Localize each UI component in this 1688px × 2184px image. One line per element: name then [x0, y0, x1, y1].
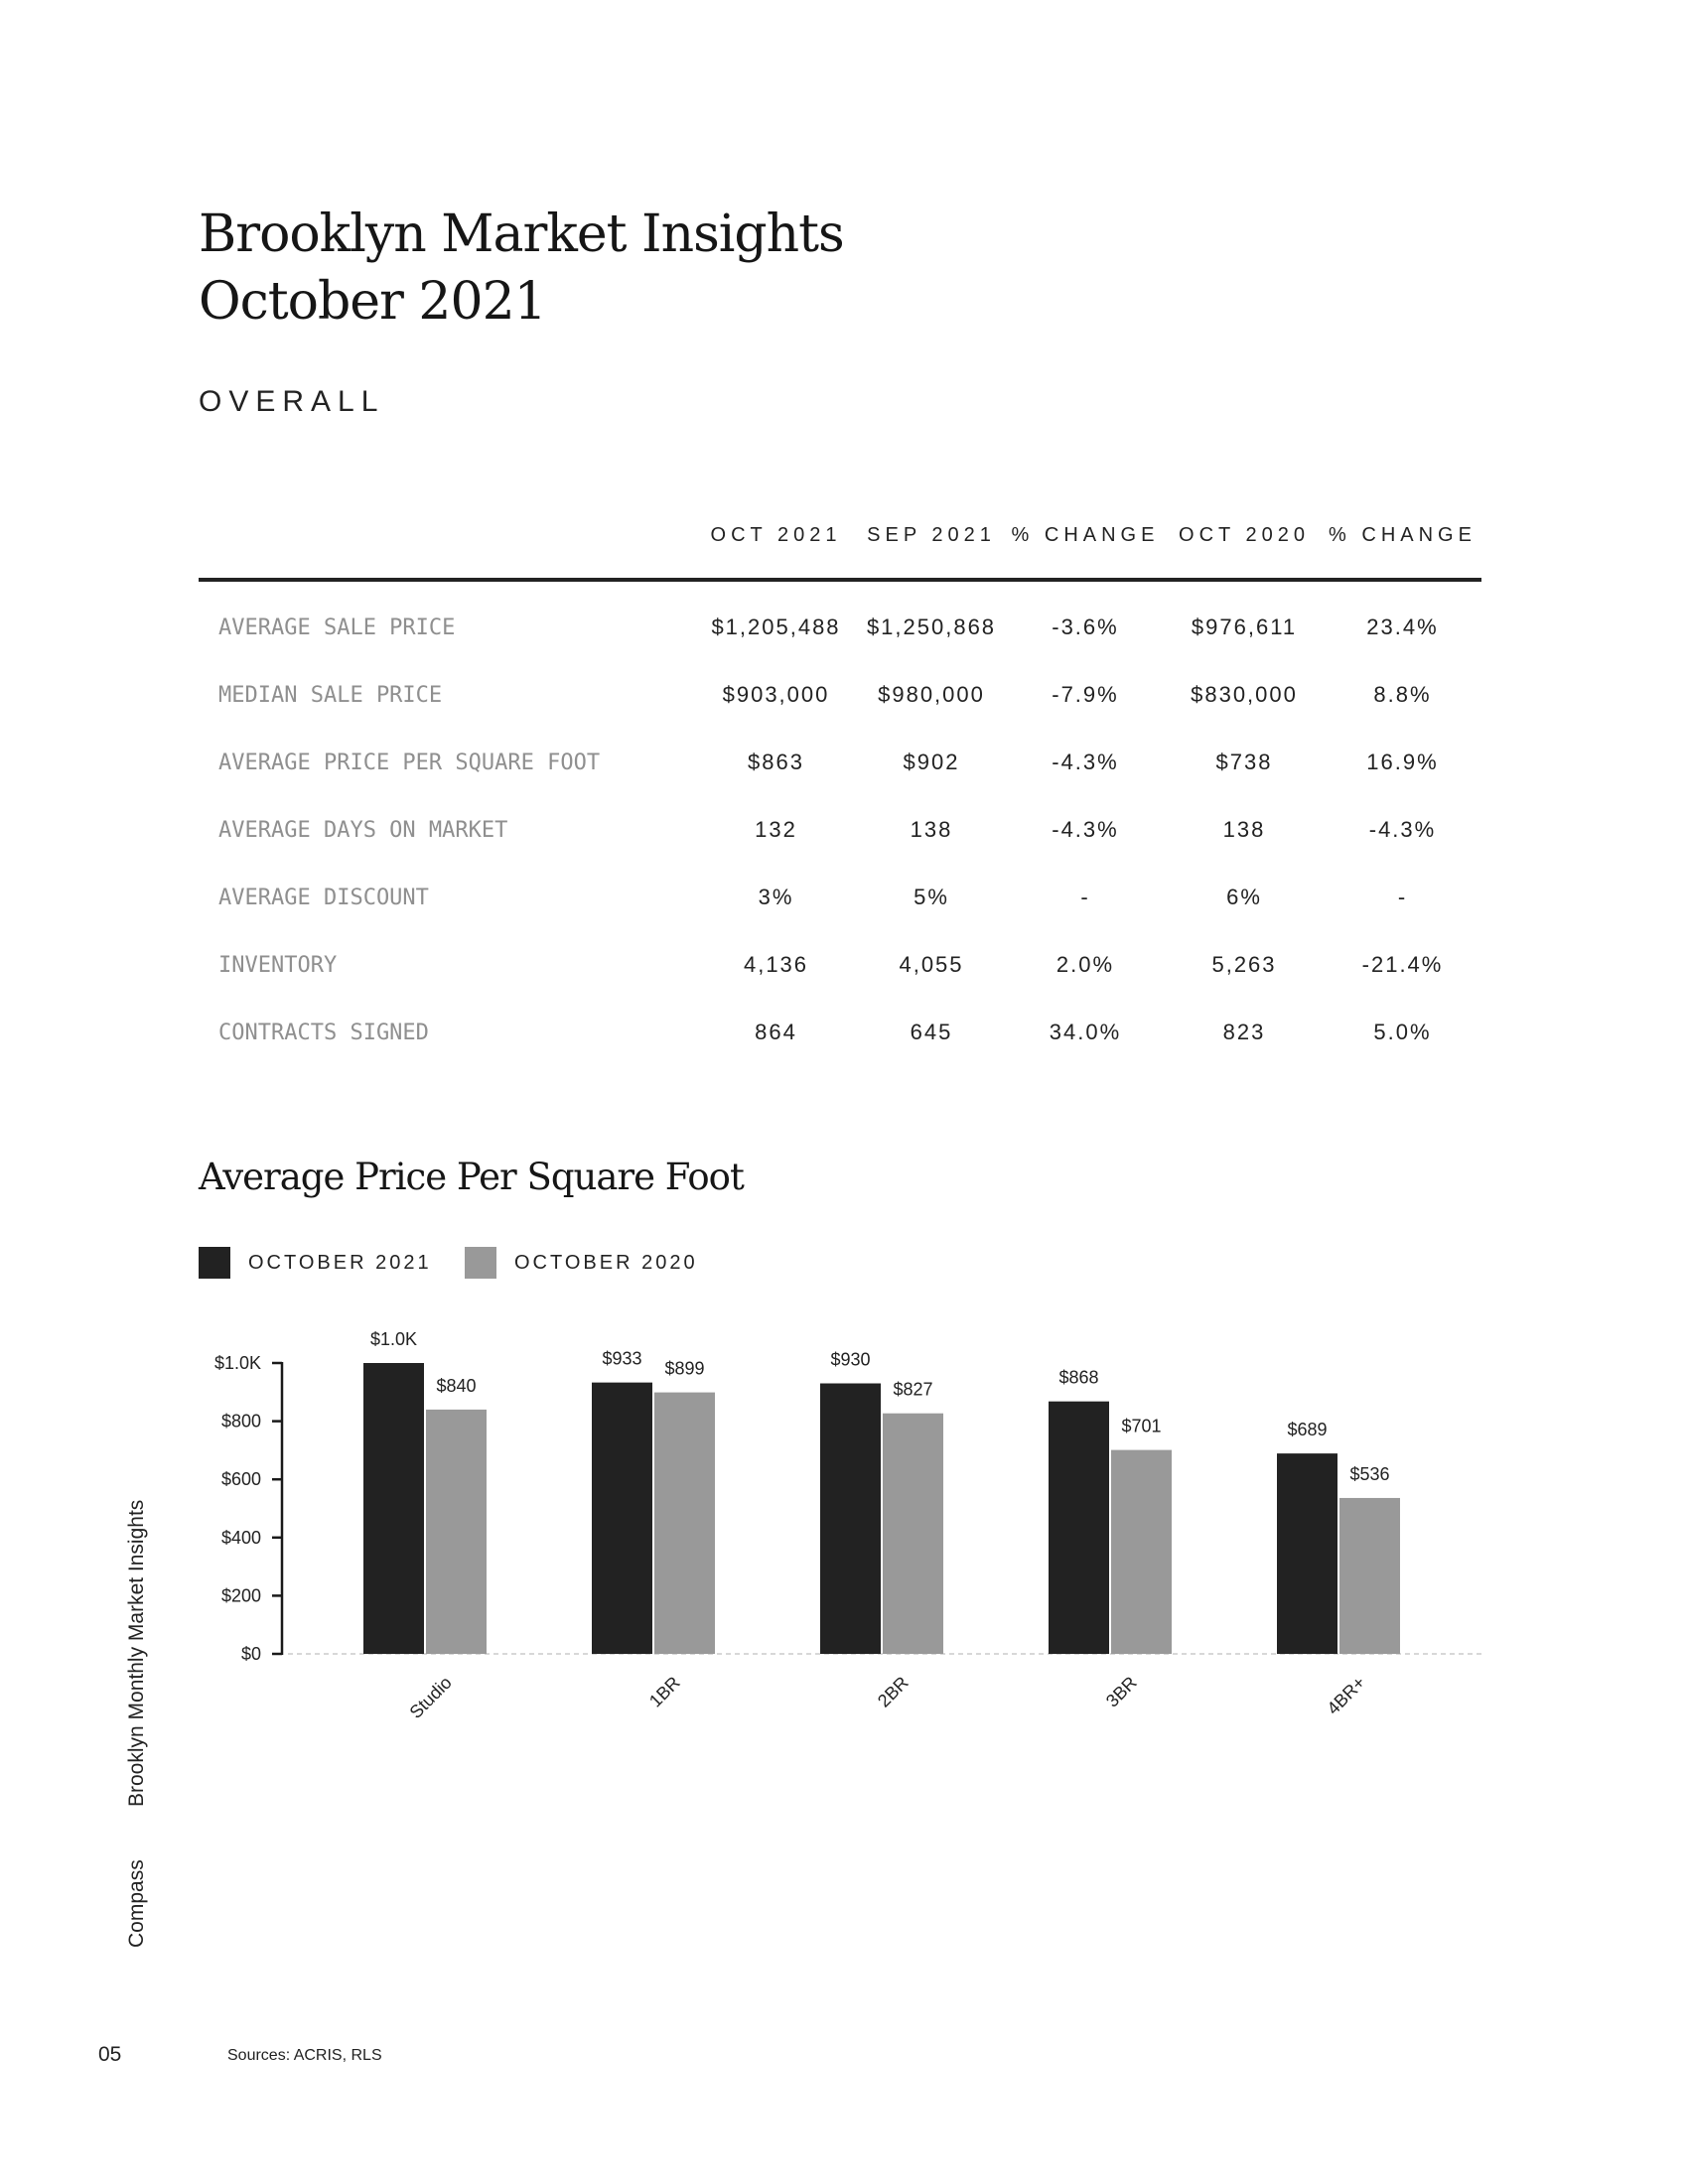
y-axis-tick-label: $800 [220, 1411, 261, 1432]
x-axis-category-label: 2BR [873, 1672, 913, 1711]
table-cell: 138 [1222, 817, 1266, 842]
table-cell: 5.0% [1373, 1020, 1432, 1044]
x-axis-category-label: 1BR [644, 1672, 684, 1711]
table-cell: - [1397, 885, 1408, 909]
table-cell: 3% [758, 885, 794, 909]
bar-value-label: $701 [1121, 1416, 1162, 1436]
table-cell: 5% [914, 885, 949, 909]
bar-value-label: $899 [664, 1358, 705, 1379]
metric-label: INVENTORY [218, 952, 338, 978]
bar-value-label: $1.0K [369, 1329, 418, 1349]
legend-label-october-2020: OCTOBER 2020 [514, 1251, 698, 1274]
x-axis-category-label: 4BR+ [1323, 1672, 1369, 1719]
table-cell: 4,055 [899, 952, 964, 977]
table-cell: - [1080, 885, 1090, 909]
y-axis-tick-label: $0 [240, 1644, 261, 1664]
table-cell: -3.6% [1052, 614, 1119, 639]
bar-october-2021 [363, 1363, 424, 1654]
table-cell: 132 [755, 817, 797, 842]
table-cell: 864 [755, 1020, 797, 1044]
table-cell: 2.0% [1055, 952, 1115, 977]
metric-label: AVERAGE SALE PRICE [218, 614, 456, 640]
metric-label: AVERAGE DAYS ON MARKET [218, 817, 508, 843]
column-header: OCT 2021 [695, 524, 857, 580]
bar-value-label: $933 [602, 1348, 642, 1369]
section-label: OVERALL [199, 385, 385, 418]
chart-title: Average Price Per Square Foot [199, 1156, 744, 1198]
bar-value-label: $827 [893, 1379, 933, 1400]
y-axis-tick-label: $1.0K [213, 1353, 261, 1373]
bar-value-label: $689 [1287, 1420, 1328, 1440]
column-header: OCT 2020 [1165, 524, 1324, 580]
bar-october-2021 [1049, 1402, 1109, 1654]
table-cell: 8.8% [1373, 682, 1432, 707]
table-cell: $1,205,488 [711, 614, 841, 639]
y-axis-tick-label: $200 [220, 1585, 261, 1606]
table-cell: 16.9% [1366, 750, 1439, 774]
publication-side-label: Brooklyn Monthly Market Insights [125, 1499, 148, 1807]
bar-october-2020 [426, 1410, 487, 1654]
publisher-side-label: Compass [125, 1859, 148, 1948]
column-header: SEP 2021 [857, 524, 1006, 580]
bar-october-2020 [883, 1414, 943, 1654]
table-cell: $738 [1215, 750, 1273, 774]
metric-label: MEDIAN SALE PRICE [218, 682, 443, 708]
bar-value-label: $930 [830, 1349, 871, 1370]
bar-october-2020 [1339, 1498, 1400, 1654]
bar-october-2020 [1111, 1450, 1172, 1654]
bar-october-2020 [654, 1393, 715, 1654]
table-cell: 138 [910, 817, 953, 842]
bar-october-2021 [1277, 1453, 1337, 1654]
bar-october-2021 [820, 1384, 881, 1654]
bar-value-label: $868 [1058, 1367, 1099, 1388]
table-cell: -4.3% [1052, 750, 1119, 774]
report-title-line1: Brooklyn Market Insights [199, 205, 844, 264]
table-cell: 5,263 [1211, 952, 1277, 977]
report-title-line2: October 2021 [199, 272, 546, 332]
table-cell: 4,136 [743, 952, 809, 977]
table-cell: 23.4% [1366, 614, 1439, 639]
page-number: 05 [98, 2043, 122, 2066]
table-cell: 6% [1226, 885, 1262, 909]
table-cell: $1,250,868 [866, 614, 997, 639]
table-cell: -7.9% [1052, 682, 1119, 707]
y-axis-tick-label: $600 [220, 1469, 261, 1490]
table-cell: 645 [910, 1020, 953, 1044]
column-header: % CHANGE [1006, 524, 1165, 580]
bar-value-label: $840 [436, 1375, 477, 1396]
table-cell: 34.0% [1049, 1020, 1122, 1044]
metric-label: AVERAGE DISCOUNT [218, 885, 429, 910]
x-axis-category-label: 3BR [1101, 1672, 1141, 1711]
table-cell: -4.3% [1368, 817, 1437, 842]
table-cell: $863 [748, 750, 804, 774]
table-cell: 823 [1222, 1020, 1266, 1044]
table-cell: -21.4% [1361, 952, 1444, 977]
column-header: % CHANGE [1324, 524, 1481, 580]
bar-october-2021 [592, 1383, 652, 1654]
legend-label-october-2021: OCTOBER 2021 [248, 1251, 432, 1274]
x-axis-category-label: Studio [405, 1672, 456, 1722]
table-cell: $903,000 [722, 682, 830, 707]
table-cell: $902 [903, 750, 960, 774]
y-axis-tick-label: $400 [220, 1527, 261, 1548]
metric-label: CONTRACTS SIGNED [218, 1020, 429, 1045]
table-cell: -4.3% [1052, 817, 1119, 842]
table-cell: $976,611 [1191, 614, 1298, 639]
table-cell: $980,000 [878, 682, 985, 707]
sources-note: Sources: ACRIS, RLS [227, 2047, 382, 2064]
table-cell: $830,000 [1191, 682, 1298, 707]
metric-label: AVERAGE PRICE PER SQUARE FOOT [218, 750, 601, 775]
bar-value-label: $536 [1349, 1463, 1390, 1484]
